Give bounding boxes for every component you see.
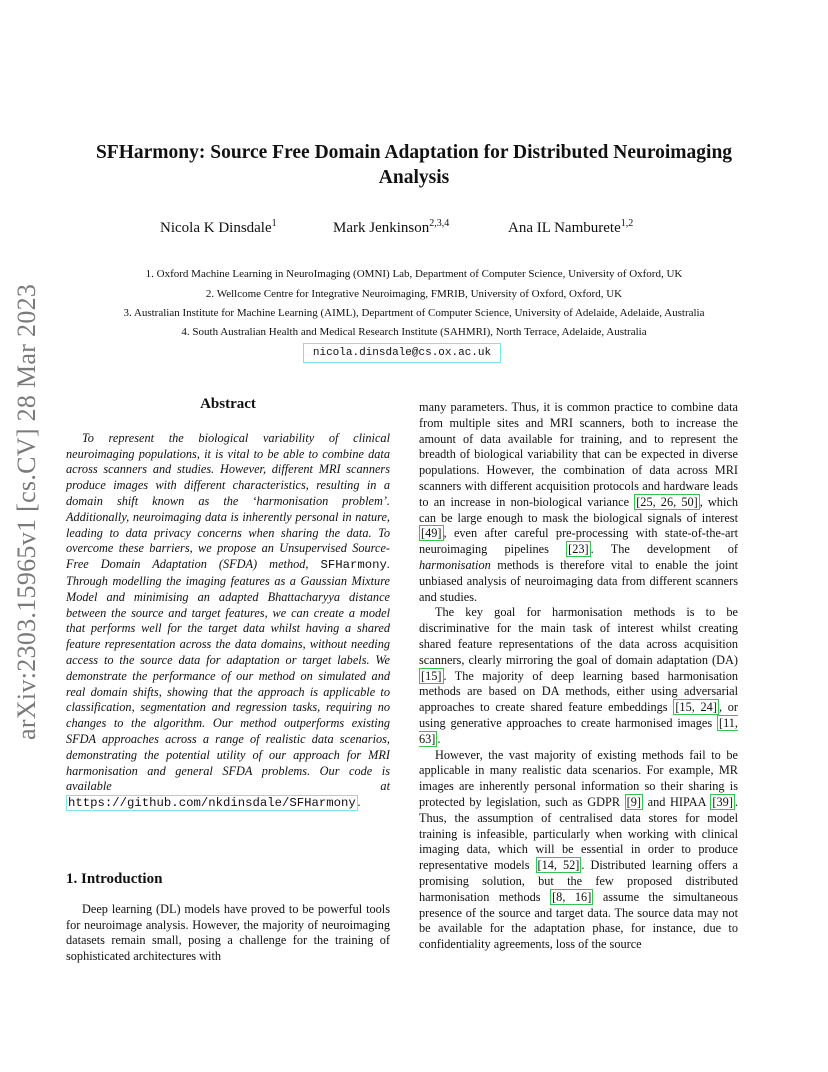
citation[interactable]: [25, 26, 50]: [636, 494, 698, 509]
affiliation-4: 4. South Australian Health and Medical Research Institute (SAHMRI), North Terrace, Adelaide, Australia: [181, 326, 647, 338]
intro-paragraph: Deep learning (DL) models have proved to be powerful tools for neuroimage analysis. However, the majority of neuroimaging datasets remain small, posing a challenge for the training of sophisticated architectures with: [66, 901, 390, 964]
paper-title: SFHarmony: Source Free Domain Adaptation for Distributed Neuroimaging Analysis: [95, 142, 733, 188]
affiliation-3: 3. Australian Institute for Machine Learning (AIML), Department of Computer Science, University of Adelaide, Adelaide, Australia: [123, 307, 705, 319]
citation[interactable]: [23]: [568, 542, 589, 557]
citation[interactable]: [15, 24]: [675, 700, 717, 715]
citation[interactable]: [11, 63]: [419, 715, 739, 746]
paragraph-3: However, the vast majority of existing methods fail to be applicable in many realistic data scenarios. For example, MR images are inherently personal information so their sharing is protected by legislation, such as GDPR [9] and HIPAA [39] . Thus, the assumption of centralised data stores for model training is infeasible, particularly when working with clinical imaging data, which will be essential in order to produce representative models [14, 52] . Distributed learning offers a promising solution, but the few proposed distributed harmonisation methods [8, 16] assume the simultaneous presence of the source and target data. The source data may not be available for the adaptation phase, for instance, due to confidentiality agreements, loss of the source: [419, 747, 739, 952]
affiliation-1: 1. Oxford Machine Learning in NeuroImaging (OMNI) Lab, Department of Computer Science, University of Oxford, UK: [145, 268, 683, 280]
abstract-heading: Abstract: [200, 396, 256, 412]
author-3: Ana IL Namburete$^{1,2}$: [508, 218, 634, 236]
citation[interactable]: [9]: [626, 794, 642, 809]
author-1: Nicola K Dinsdale$^1$: [160, 218, 277, 236]
arxiv-identifier: arXiv:2303.15965v1 [cs.CV] 28 Mar 2023: [12, 283, 41, 740]
introduction-section: [66, 872, 390, 965]
citation[interactable]: [8, 16]: [552, 889, 592, 904]
email-link[interactable]: nicola.dinsdale@cs.ox.ac.uk: [303, 343, 501, 363]
citation[interactable]: [49]: [421, 526, 442, 541]
right-column: [419, 400, 738, 953]
method-name: SFHarmony: [320, 558, 387, 573]
citation[interactable]: [15]: [421, 668, 442, 683]
citation[interactable]: [39]: [712, 794, 733, 809]
introduction-heading: 1. Introduction: [66, 871, 163, 887]
author-2: Mark Jenkinson$^{2,3,4}$: [333, 218, 450, 236]
paragraph-2: The key goal for harmonisation methods is to be discriminative for the main task of interest whilst creating shared feature representations of the data across acquisition scanners, clearly mirroring the goal of domain adaptation (DA) [15] . The majority of deep learning based harmonisation methods are based on DA methods, either using adversarial approaches to create shared feature embeddings [15, 24] , or using generative approaches to create harmonised images [11, 63] .: [419, 605, 739, 746]
citation[interactable]: [14, 52]: [537, 858, 580, 873]
paragraph-1: many parameters. Thus, it is common practice to combine data from multiple sites and MRI scanners, both to increase the amount of data available for training, and to represent the breadth of biological variability that can be expected in diverse populations. However, the combination of data across MRI scanners with different acquisition protocols and hardware leads to an increase in non-biological variance [25, 26, 50] , which can be large enough to mask the biological signals of interest [49] , even after careful pre-processing with state-of-the-art neuroimaging pipelines [23] . The development of harmonisation methods is therefore vital to enable the joint unbiased analysis of neuroimaging data from different scanners and studies.: [419, 400, 739, 604]
code-link[interactable]: https://github.com/nkdinsdale/SFHarmony: [68, 796, 356, 811]
abstract-text: To represent the biological variability of clinical neuroimaging populations, it is vital to be able to combine data across scanners and studies. However, different MRI scanners produce images with different characteristics, resulting in a domain shift known as the ‘harmonisation problem’. Additionally, neuroimaging data is inherently personal in nature, leading to data privacy concerns when sharing the data. To overcome these barriers, we propose an Unsupervised Source-Free Domain Adaptation (SFDA) method, SFHarmony. Through modelling the imaging features as a Gaussian Mixture Model and minimising an adapted Bhattacharyya distance between the source and target features, we can create a model that performs well for the target data whilst having a shared feature representation across the data domains, without needing access to the source data for adaptation or target labels. We demonstrate the performance of our method on simulated and real domain shifts, showing that the approach is applicable to classification, segmentation and regression tasks, requiring no changes to the algorithm. Our method outperforms existing SFDA approaches across a range of realistic data scenarios, demonstrating the potential utility of our approach for MRI harmonisation and general SFDA problems. Our code is available at https://github.com/nkdinsdale/SFHarmony .: [66, 430, 391, 811]
abstract-section: [66, 397, 390, 812]
affiliation-2: 2. Wellcome Centre for Integrative Neuroimaging, FMRIB, University of Oxford, Oxford, UK: [205, 288, 623, 300]
